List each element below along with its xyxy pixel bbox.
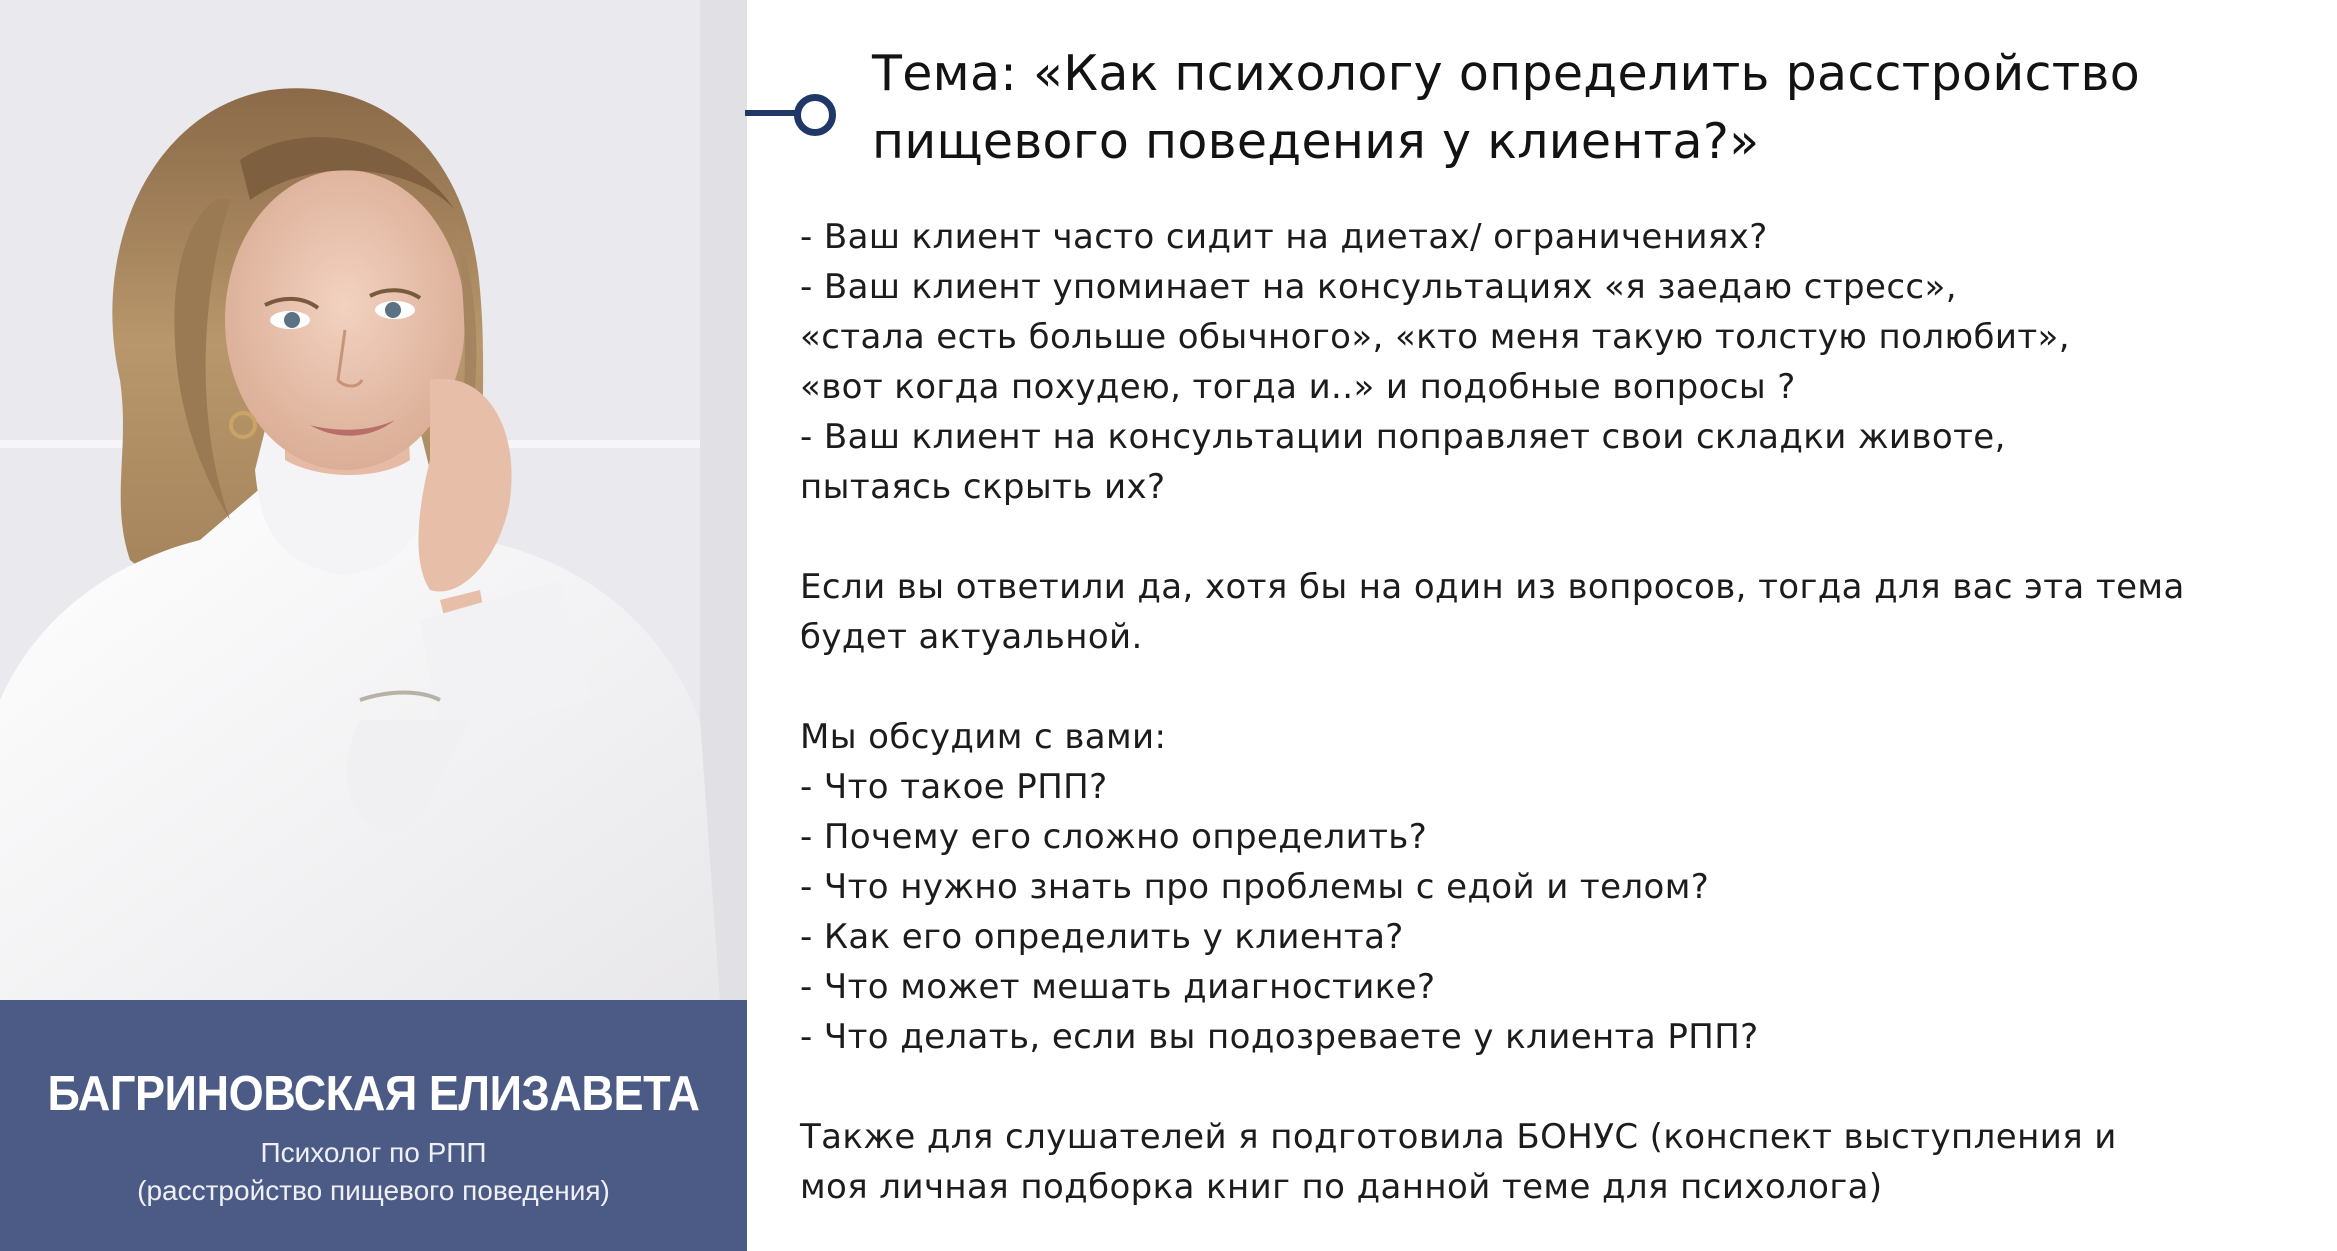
discuss-item: - Как его определить у клиента? [800, 917, 1404, 957]
paragraph-gap [800, 512, 2300, 562]
speaker-caption [0, 1000, 747, 1251]
title-accent-line [745, 110, 797, 116]
conclusion-line: будет актуальной. [800, 617, 1143, 657]
conclusion-line: Если вы ответили да, хотя бы на один из вопросов, тогда для вас эта тема [800, 567, 2185, 607]
discuss-item: - Почему его сложно определить? [800, 817, 1428, 857]
body-text [800, 212, 2300, 1212]
discuss-item: - Что такое РПП? [800, 767, 1108, 807]
discuss-item: - Что может мешать диагностике? [800, 967, 1436, 1007]
speaker-role-line1: Психолог по РПП [260, 1137, 487, 1168]
bonus-line: моя личная подборка книг по данной теме для психолога) [800, 1167, 1883, 1207]
title-accent-ring-icon [794, 94, 836, 136]
speaker-name: БАГРИНОВСКАЯ ЕЛИЗАВЕТА [47, 1067, 700, 1121]
question-line: - Ваш клиент на консультации поправляет свои складки животе, [800, 417, 2006, 457]
topic-title-line2: пищевого поведения у клиента?» [872, 113, 1760, 170]
bonus-line: Также для слушателей я подготовила БОНУС (конспект выступления и [800, 1117, 2117, 1157]
discuss-item: - Что нужно знать про проблемы с едой и телом? [800, 867, 1710, 907]
paragraph-gap [800, 1062, 2300, 1112]
topic-title-line1: Тема: «Как психологу определить расстройство [872, 45, 2141, 102]
speaker-role-line2: (расстройство пищевого поведения) [137, 1175, 610, 1206]
topic-title [872, 40, 2272, 176]
speaker-role [0, 1134, 747, 1210]
question-line: - Ваш клиент упоминает на консультациях «я заедаю стресс», [800, 267, 1957, 307]
discuss-item: - Что делать, если вы подозреваете у клиента РПП? [800, 1017, 1759, 1057]
question-line: - Ваш клиент часто сидит на диетах/ ограничениях? [800, 217, 1768, 257]
question-line: «вот когда похудею, тогда и..» и подобные вопросы ? [800, 367, 1796, 407]
discuss-heading: Мы обсудим с вами: [800, 717, 1167, 757]
paragraph-gap [800, 662, 2300, 712]
question-line: «стала есть больше обычного», «кто меня такую толстую полюбит», [800, 317, 2070, 357]
speaker-photo-panel [0, 0, 747, 1251]
question-line: пытаясь скрыть их? [800, 467, 1166, 507]
speaker-portrait [0, 0, 747, 1000]
